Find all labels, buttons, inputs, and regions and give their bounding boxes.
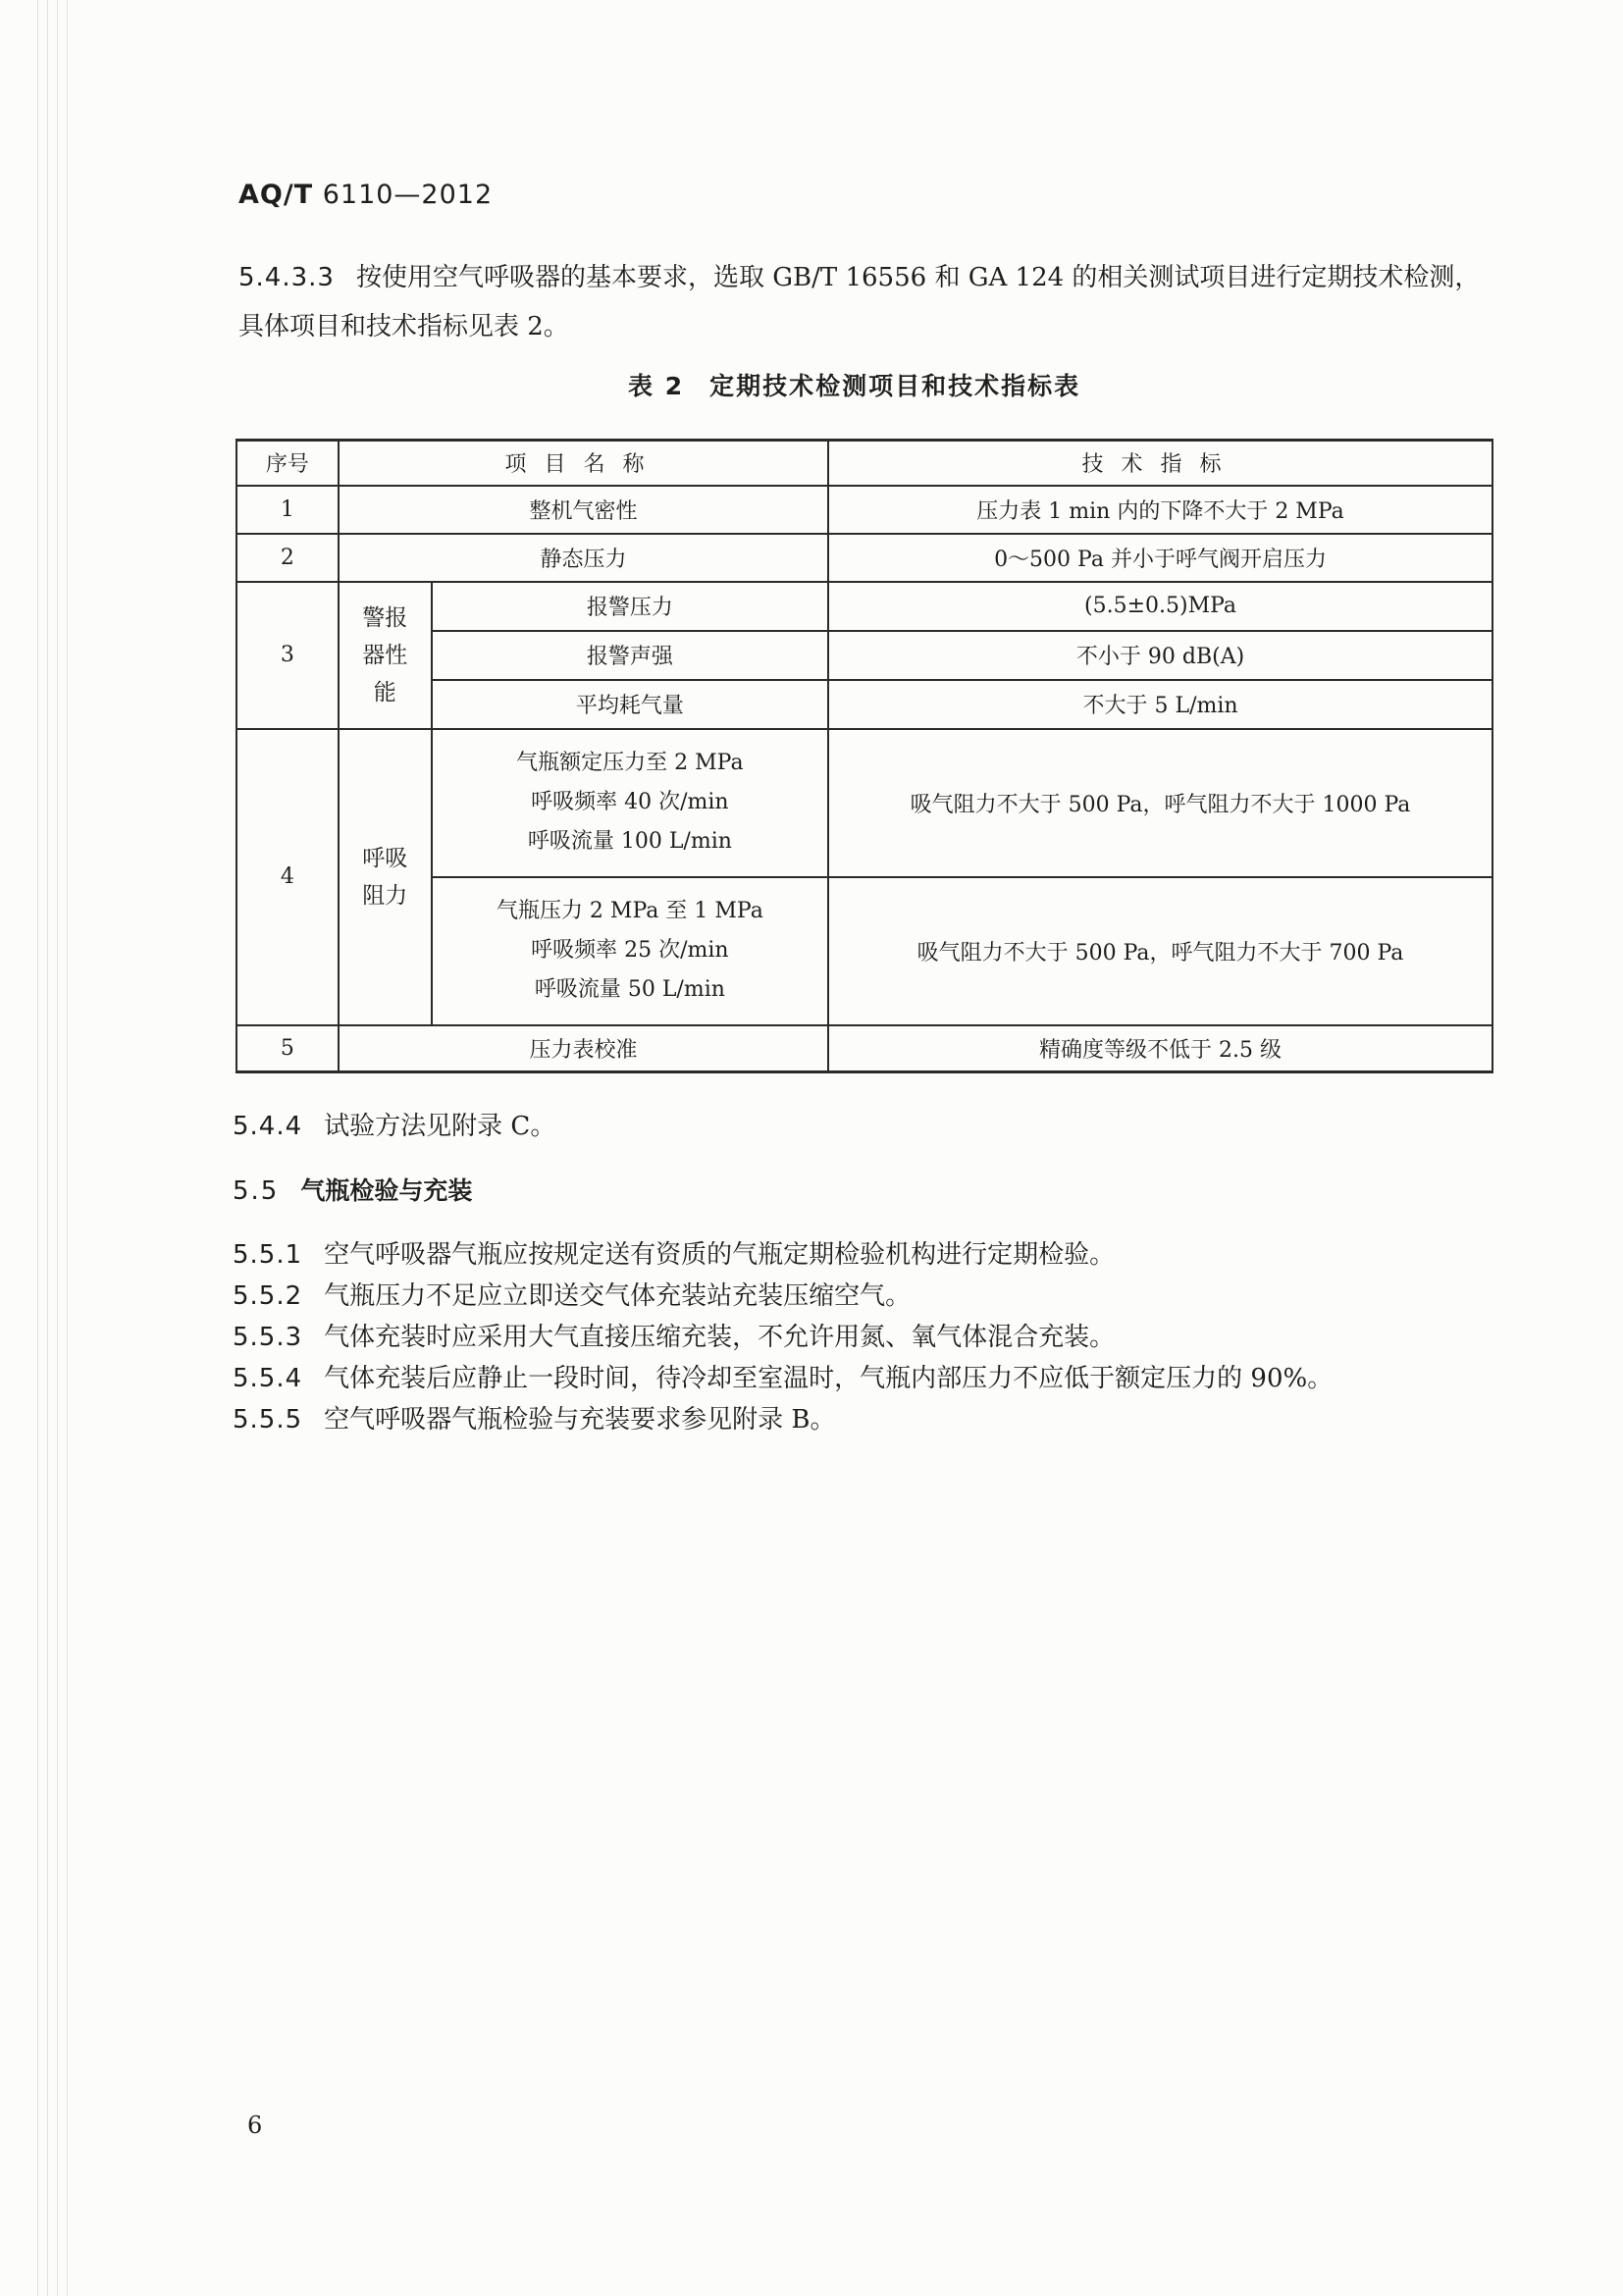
group-label-line: 警报 — [362, 604, 408, 631]
table-row — [236, 534, 1492, 582]
table-caption-text: 定期技术检测项目和技术指标表 — [709, 372, 1081, 400]
condition-line: 呼吸频率 25 次/min — [531, 938, 729, 963]
standard-code-suffix: 6110—2012 — [313, 180, 494, 210]
condition-line: 气瓶压力 2 MPa 至 1 MPa — [496, 899, 763, 923]
row-item: 报警压力 — [432, 582, 828, 631]
clause-number: 5.5.4 — [233, 1364, 303, 1393]
clause-number: 5.4.3.3 — [238, 263, 335, 292]
condition-line: 呼吸流量 100 L/min — [527, 829, 732, 854]
clause-text: 空气呼吸器气瓶应按规定送有资质的气瓶定期检验机构进行定期检验。 — [324, 1240, 1116, 1270]
table-caption-label: 表 2 — [628, 372, 685, 400]
table-row — [236, 729, 1492, 877]
clause-list-5-5 — [233, 1234, 1333, 1440]
table-header-row — [236, 441, 1492, 486]
group-label-line: 能 — [373, 679, 396, 705]
row-seq: 5 — [236, 1025, 339, 1072]
section-number: 5.5 — [233, 1176, 280, 1206]
group-label-line: 呼吸 — [362, 845, 408, 871]
clause-5-4-4 — [233, 1103, 555, 1150]
condition-line: 呼吸流量 50 L/min — [534, 977, 725, 1002]
list-item — [233, 1317, 1333, 1358]
group-label-line: 阻力 — [362, 882, 408, 909]
row-seq: 1 — [236, 486, 339, 534]
list-item — [233, 1234, 1333, 1276]
row-seq: 3 — [236, 582, 339, 729]
scan-edge-line — [57, 0, 58, 2296]
condition-line: 气瓶额定压力至 2 MPa — [516, 751, 744, 775]
clause-number: 5.5.1 — [233, 1240, 303, 1270]
clause-number: 5.5.5 — [233, 1405, 303, 1435]
scan-edge-line — [67, 0, 68, 2296]
header-item-name: 项目名称 — [339, 441, 828, 486]
standard-code-header — [238, 180, 493, 210]
table-row — [236, 582, 1492, 631]
row-item: 静态压力 — [339, 534, 828, 582]
test-condition-cell — [432, 729, 828, 877]
section-heading-5-5 — [233, 1168, 472, 1215]
list-item — [233, 1276, 1333, 1317]
technical-inspection-table — [236, 439, 1493, 1073]
resistance-group-label — [339, 729, 432, 1025]
clause-number: 5.5.2 — [233, 1281, 303, 1311]
table-caption — [628, 367, 1080, 402]
clause-text: 气体充装时应采用大气直接压缩充装，不允许用氮、氧气体混合充装。 — [324, 1323, 1116, 1352]
clause-number: 5.5.3 — [233, 1323, 303, 1352]
condition-line: 呼吸频率 40 次/min — [531, 790, 729, 814]
clause-text: 气瓶压力不足应立即送交气体充装站充装压缩空气。 — [324, 1281, 912, 1311]
row-item: 压力表校准 — [339, 1025, 828, 1072]
group-label-line: 器性 — [362, 642, 408, 668]
row-item: 整机气密性 — [339, 486, 828, 534]
section-title: 气瓶检验与充装 — [300, 1176, 473, 1205]
header-tech-spec: 技术指标 — [828, 441, 1492, 486]
row-spec: 吸气阻力不大于 500 Pa，呼气阻力不大于 1000 Pa — [828, 729, 1492, 877]
table-row — [236, 1025, 1492, 1072]
scan-edge-line — [37, 0, 38, 2296]
row-seq: 4 — [236, 729, 339, 1025]
test-condition-cell — [432, 877, 828, 1025]
clause-text: 空气呼吸器气瓶检验与充装要求参见附录 B。 — [324, 1405, 836, 1435]
row-spec: 吸气阻力不大于 500 Pa，呼气阻力不大于 700 Pa — [828, 877, 1492, 1025]
row-item: 平均耗气量 — [432, 680, 828, 729]
row-spec: 0～500 Pa 并小于呼气阀开启压力 — [828, 534, 1492, 582]
scan-edge-line — [47, 0, 48, 2296]
clause-text: 按使用空气呼吸器的基本要求，选取 GB/T 16556 和 GA 124 的相关测试项目进行定期技术检测，具体项目和技术指标见表 2。 — [238, 263, 1481, 341]
list-item — [233, 1399, 1333, 1440]
header-seq: 序号 — [236, 441, 339, 486]
page-number: 6 — [247, 2112, 263, 2139]
row-item: 报警声强 — [432, 631, 828, 680]
clause-text: 气体充装后应静止一段时间，待冷却至室温时，气瓶内部压力不应低于额定压力的 90%。 — [324, 1364, 1334, 1393]
row-spec: 不大于 5 L/min — [828, 680, 1492, 729]
row-spec: 压力表 1 min 内的下降不大于 2 MPa — [828, 486, 1492, 534]
table-row — [236, 486, 1492, 534]
clause-number: 5.4.4 — [233, 1112, 303, 1141]
clause-5-4-3-3 — [238, 253, 1504, 351]
clause-text: 试验方法见附录 C。 — [324, 1112, 556, 1141]
row-seq: 2 — [236, 534, 339, 582]
alarm-group-label — [339, 582, 432, 729]
standard-code-prefix: AQ/T — [238, 180, 314, 210]
row-spec: 不小于 90 dB(A) — [828, 631, 1492, 680]
row-spec: 精确度等级不低于 2.5 级 — [828, 1025, 1492, 1072]
list-item — [233, 1358, 1333, 1399]
row-spec: (5.5±0.5)MPa — [828, 582, 1492, 631]
